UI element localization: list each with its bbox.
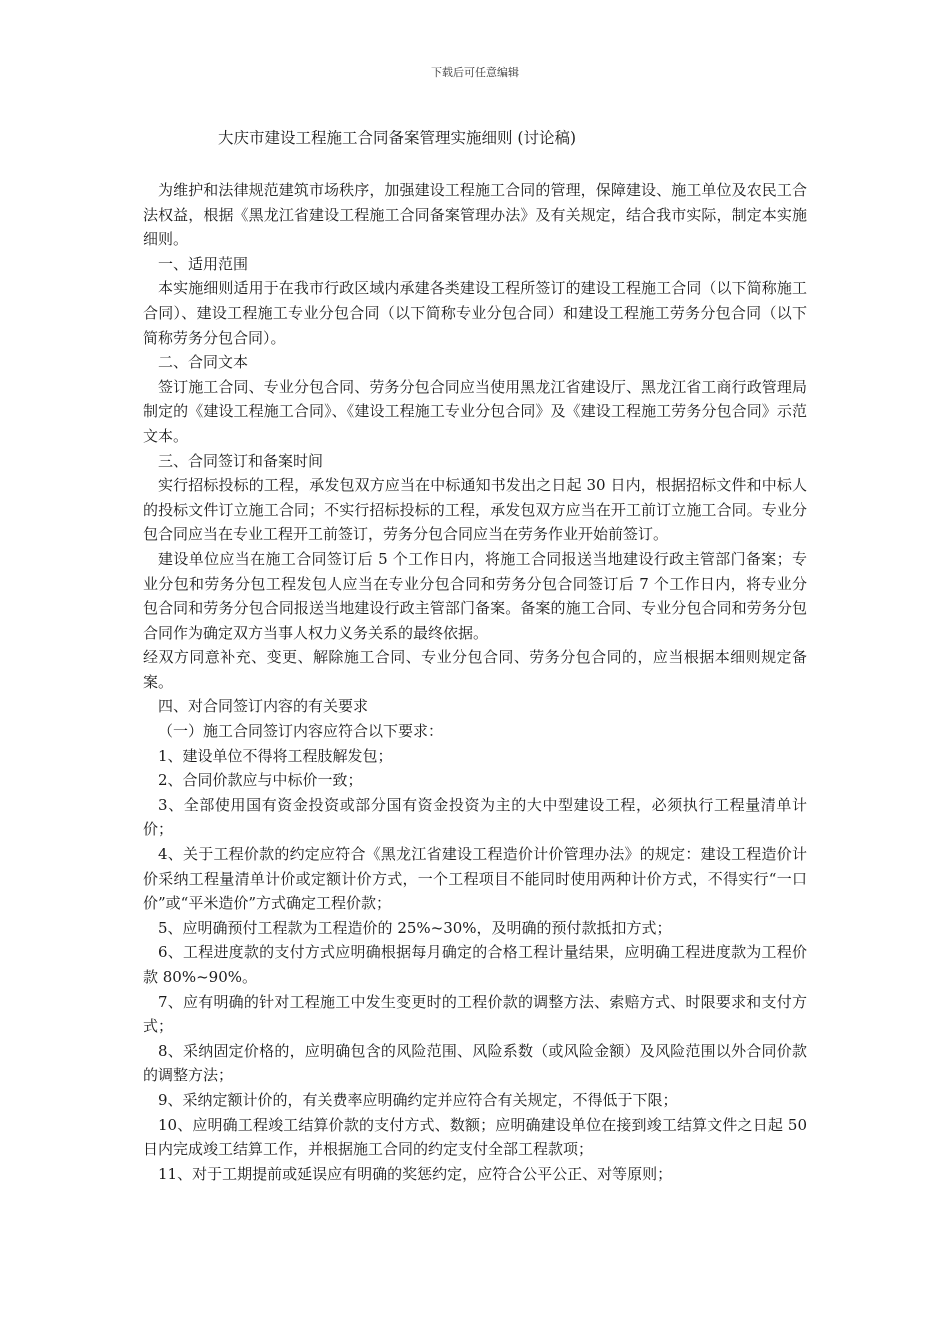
contract-text-paragraph: 签订施工合同、专业分包合同、劳务分包合同应当使用黑龙江省建设厅、黑龙江省工商行政管理局制定的《建设工程施工合同》、《建设工程施工专业分包合同》及《建设工程施工劳务分包合同》示范文本。 bbox=[143, 377, 807, 445]
requirement-item-7: 7、应有明确的针对工程施工中发生变更时的工程价款的调整方法、索赔方式、时限要求和支付方式； bbox=[143, 992, 807, 1036]
requirement-item-3: 3、全部使用国有资金投资或部分国有资金投资为主的大中型建设工程，必须执行工程量清单计价； bbox=[143, 795, 807, 839]
requirement-item-11: 11、对于工期提前或延误应有明确的奖惩约定，应符合公平公正、对等原则； bbox=[158, 1164, 673, 1183]
section-heading-signing-filing: 三、合同签订和备案时间 bbox=[158, 451, 324, 470]
section-heading-requirements: 四、对合同签订内容的有关要求 bbox=[158, 697, 369, 716]
subsection-heading-construction-contract: （一）施工合同签订内容应符合以下要求： bbox=[158, 722, 444, 741]
requirement-item-2: 2、合同价款应与中标价一致； bbox=[158, 771, 363, 790]
requirement-item-6: 6、工程进度款的支付方式应明确根据每月确定的合格工程计量结果，应明确工程进度款为工程价款 80%~90%。 bbox=[143, 943, 807, 986]
page-header-note: 下载后可任意编辑 bbox=[431, 66, 519, 79]
requirement-item-5: 5、应明确预付工程款为工程造价的 25%~30%，及明确的预付款抵扣方式； bbox=[158, 918, 672, 937]
requirement-item-9: 9、采纳定额计价的，有关费率应明确约定并应符合有关规定，不得低于下限； bbox=[158, 1090, 678, 1109]
section-heading-scope: 一、适用范围 bbox=[158, 254, 249, 273]
requirement-item-1: 1、建设单位不得将工程肢解发包； bbox=[158, 746, 393, 765]
amendment-paragraph: 经双方同意补充、变更、解除施工合同、专业分包合同、劳务分包合同的，应当根据本细则规定备案。 bbox=[143, 648, 807, 691]
requirement-item-10: 10、应明确工程竣工结算价款的支付方式、数额；应明确建设单位在接到竣工结算文件之日起 50 日内完成竣工结算工作，并根据施工合同的约定支付全部工程款项； bbox=[143, 1115, 807, 1159]
filing-paragraph: 建设单位应当在施工合同签订后 5 个工作日内，将施工合同报送当地建设行政主管部门备案；专业分包和劳务分包工程发包人应当在专业分包合同和劳务分包合同签订后 7 个工作日内，将专业分包合同和劳务分包合同报送当地建设行政主管部门备案。备案的施工合同、专业分包合同和劳务分包合同作为确定双方当事人权力义务关系的最终依据。 bbox=[143, 549, 807, 642]
document-title: 大庆市建设工程施工合同备案管理实施细则 (讨论稿) bbox=[218, 129, 577, 147]
section-heading-contract-text: 二、合同文本 bbox=[158, 353, 249, 372]
requirement-item-4: 4、关于工程价款的约定应符合《黑龙江省建设工程造价计价管理办法》的规定：建设工程造价计价采纳工程量清单计价或定额计价方式，一个工程项目不能同时使用两种计价方式，不得实行“一口价”或“平米造价”方式确定工程价款； bbox=[143, 845, 807, 913]
preamble-paragraph: 为维护和法律规范建筑市场秩序，加强建设工程施工合同的管理，保障建设、施工单位及农民工合法权益，根据《黑龙江省建设工程施工合同备案管理办法》及有关规定，结合我市实际，制定本实施细则。 bbox=[143, 181, 807, 249]
document-body bbox=[143, 178, 807, 1186]
signing-paragraph: 实行招标投标的工程，承发包双方应当在中标通知书发出之日起 30 日内，根据招标文件和中标人的投标文件订立施工合同；不实行招标投标的工程，承发包双方应当在开工前订立施工合同。专业分包合同应当在专业工程开工前签订，劳务分包合同应当在劳务作业开始前签订。 bbox=[143, 476, 807, 544]
scope-paragraph: 本实施细则适用于在我市行政区域内承建各类建设工程所签订的建设工程施工合同（以下简称施工合同）、建设工程施工专业分包合同（以下简称专业分包合同）和建设工程施工劳务分包合同（以下简称劳务分包合同）。 bbox=[143, 279, 807, 347]
requirement-item-8: 8、采纳固定价格的，应明确包含的风险范围、风险系数（或风险金额）及风险范围以外合同价款的调整方法； bbox=[143, 1041, 807, 1085]
